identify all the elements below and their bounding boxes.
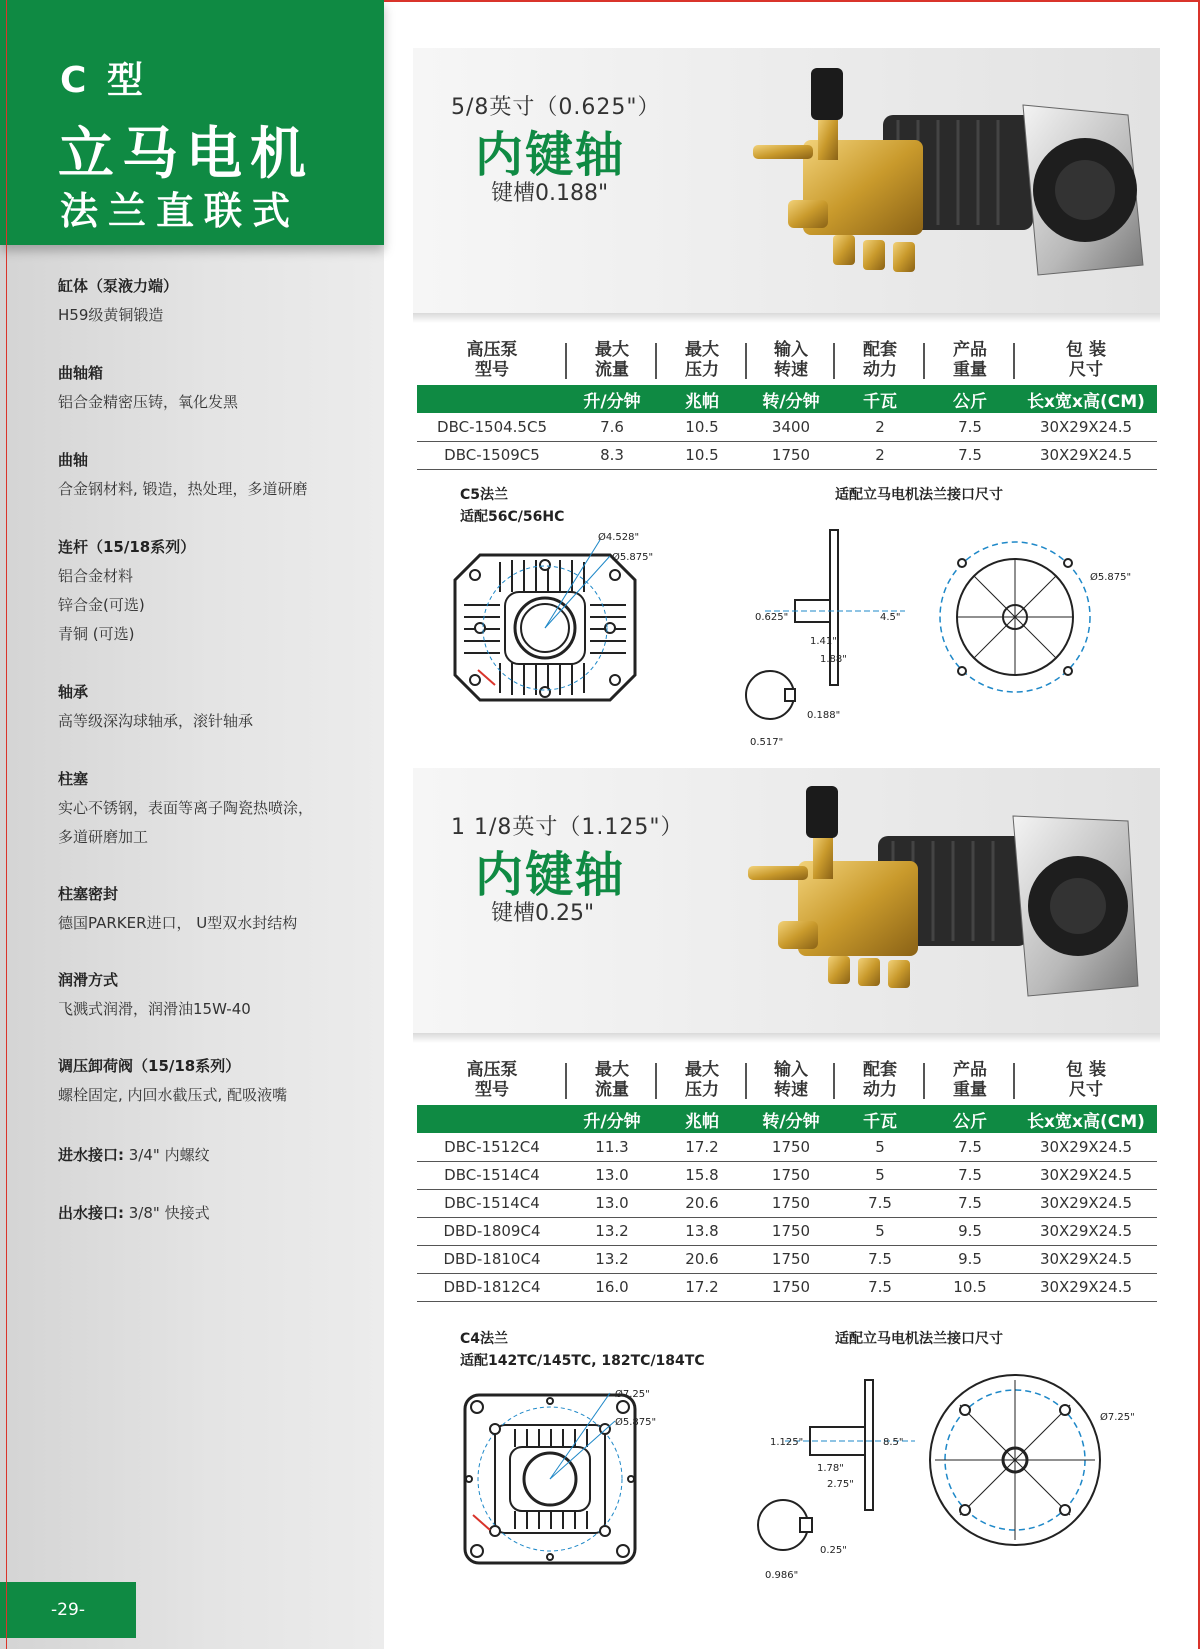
flange-fit: 适配142TC/145TC, 182TC/184TC xyxy=(460,1353,705,1369)
spec-line: 锌合金(可选) xyxy=(58,596,145,614)
table-row: DBD-1812C4 16.0 17.2 1750 7.5 10.5 30X29X24.5 xyxy=(417,1273,1157,1301)
dim-length-2: 2.75" xyxy=(827,1479,854,1490)
keyway-size: 键槽0.188" xyxy=(491,181,609,206)
inlet-value: 3/4" 内螺纹 xyxy=(124,1146,210,1164)
spec-line: 合金钢材料, 锻造，热处理，多道研磨 xyxy=(58,480,308,498)
spec-item xyxy=(58,533,378,649)
spec-title: 轴承 xyxy=(58,683,89,701)
dim-outer-diameter: Ø5.875" xyxy=(612,552,654,563)
header-weight: 产品 重量 xyxy=(925,335,1015,385)
outlet-spec xyxy=(58,1202,210,1223)
shaft-size: 1 1/8英寸（1.125"） xyxy=(451,815,684,840)
spec-title: 调压卸荷阀（15/18系列） xyxy=(58,1057,241,1075)
header-weight: 产品 重量 xyxy=(925,1055,1015,1105)
table-row: DBC-1512C4 11.3 17.2 1750 5 7.5 30X29X24.5 xyxy=(417,1133,1157,1161)
spec-table-1 xyxy=(417,335,1157,470)
header-rpm: 输入 转速 xyxy=(747,1055,835,1105)
pump-product-image xyxy=(733,60,1153,305)
spec-line: 高等级深沟球轴承，滚针轴承 xyxy=(58,712,254,730)
motor-flange-title: 适配立马电机法兰接口尺寸 xyxy=(835,1331,1003,1347)
spec-title: 缸体（泵液力端） xyxy=(58,277,179,295)
dim-bolt-circle: Ø5.875" xyxy=(1090,572,1132,583)
inlet-label: 进水接口: xyxy=(58,1146,124,1164)
spec-title: 柱塞密封 xyxy=(58,885,119,903)
outlet-value: 3/8" 快接式 xyxy=(124,1204,210,1222)
unit-row: 升/分钟 兆帕 转/分钟 千瓦 公斤 长x宽x高(CM) xyxy=(417,385,1157,413)
unit-row: 升/分钟 兆帕 转/分钟 千瓦 公斤 长x宽x高(CM) xyxy=(417,1105,1157,1133)
brand-banner xyxy=(0,0,384,245)
spec-line: 德国PARKER进口， U型双水封结构 xyxy=(58,914,298,932)
header-rpm: 输入 转速 xyxy=(747,335,835,385)
brand-title: 立马电机 xyxy=(58,122,314,187)
table-row: DBD-1810C4 13.2 20.6 1750 7.5 9.5 30X29X24.5 xyxy=(417,1245,1157,1273)
spec-title: 连杆（15/18系列） xyxy=(58,538,196,556)
hero-shadow xyxy=(413,313,1160,323)
header-flow: 最大 流量 xyxy=(567,1055,657,1105)
spec-title: 润滑方式 xyxy=(58,971,119,989)
motor-flange-title: 适配立马电机法兰接口尺寸 xyxy=(835,487,1003,503)
flange-fit: 适配56C/56HC xyxy=(460,509,565,525)
brand-subtitle: 法兰直联式 xyxy=(60,189,301,233)
table-row: DBD-1809C4 13.2 13.8 1750 5 9.5 30X29X24.5 xyxy=(417,1217,1157,1245)
shaft-diagram-c5 xyxy=(745,525,905,750)
spec-sidebar xyxy=(0,0,384,1649)
spec-line: 螺栓固定, 内回水截压式, 配吸液嘴 xyxy=(58,1086,288,1104)
spec-line: 多道研磨加工 xyxy=(58,828,149,846)
header-flow: 最大 流量 xyxy=(567,335,657,385)
header-package: 包 装 尺寸 xyxy=(1066,1060,1106,1100)
spec-item xyxy=(58,272,378,330)
spec-line: 实心不锈钢，表面等离子陶瓷热喷涂， xyxy=(58,799,314,817)
table-row: DBC-1509C5 8.3 10.5 1750 2 7.5 30X29X24.5 xyxy=(417,441,1157,469)
pump-product-image xyxy=(728,776,1148,1021)
table-row: DBC-1504.5C5 7.6 10.5 3400 2 7.5 30X29X24.5 xyxy=(417,413,1157,441)
header-pressure: 最大 压力 xyxy=(657,335,747,385)
dim-flange-height: 8.5" xyxy=(883,1437,904,1448)
dim-keyway: 0.188" xyxy=(807,710,841,721)
header-pressure: 最大 压力 xyxy=(657,1055,747,1105)
spec-title: 曲轴箱 xyxy=(58,364,104,382)
brand-type: C 型 xyxy=(60,60,147,101)
spec-title: 曲轴 xyxy=(58,451,89,469)
dim-outer-diameter: Ø5.875" xyxy=(615,1417,657,1428)
hero-shadow xyxy=(413,1033,1160,1043)
flange-diagram-c5 xyxy=(450,530,680,710)
flange-diagram-c4 xyxy=(455,1385,685,1570)
table-row: DBC-1514C4 13.0 20.6 1750 7.5 7.5 30X29X24.5 xyxy=(417,1189,1157,1217)
dim-shaft-diameter: 0.625" xyxy=(755,612,789,623)
header-power: 配套 动力 xyxy=(835,1055,925,1105)
spec-title: 柱塞 xyxy=(58,770,89,788)
dim-keyway: 0.25" xyxy=(820,1545,847,1556)
spec-line: H59级黄铜锻造 xyxy=(58,306,164,324)
dim-inner-diameter: Ø4.528" xyxy=(598,532,640,543)
spec-item xyxy=(58,880,378,938)
spec-line: 铝合金材料 xyxy=(58,567,134,585)
product-hero-2 xyxy=(413,768,1160,1033)
header-model: 高压泵 型号 xyxy=(417,1055,567,1105)
motor-flange-diagram-c4 xyxy=(925,1368,1145,1558)
dim-length-1: 1.41" xyxy=(810,636,837,647)
dim-key-width: 0.986" xyxy=(765,1570,799,1581)
spec-item xyxy=(58,966,378,1024)
spec-item xyxy=(58,446,378,504)
spec-table-2 xyxy=(417,1055,1157,1302)
page-number: -29- xyxy=(0,1582,136,1638)
flange-title: C4法兰 xyxy=(460,1331,509,1347)
dim-flange-height: 4.5" xyxy=(880,612,901,623)
dim-length-1: 1.78" xyxy=(817,1463,844,1474)
dim-key-width: 0.517" xyxy=(750,737,784,748)
motor-flange-diagram-c5 xyxy=(920,525,1140,715)
shaft-size: 5/8英寸（0.625"） xyxy=(451,95,661,120)
spec-item xyxy=(58,359,378,417)
dim-length-2: 1.88" xyxy=(820,654,847,665)
spec-line: 飞溅式润滑，润滑油15W-40 xyxy=(58,1000,251,1018)
shaft-diagram-c4 xyxy=(755,1375,915,1585)
spec-line: 铝合金精密压铸，氧化发黑 xyxy=(58,393,239,411)
spec-item xyxy=(58,678,378,736)
dim-inner-diameter: Ø7.25" xyxy=(615,1389,650,1400)
flange-title: C5法兰 xyxy=(460,487,509,503)
shaft-type: 内键轴 xyxy=(475,127,626,183)
header-power: 配套 动力 xyxy=(835,335,925,385)
keyway-size: 键槽0.25" xyxy=(491,901,595,926)
spec-line: 青铜 (可选) xyxy=(58,625,135,643)
dim-bolt-circle: Ø7.25" xyxy=(1100,1412,1135,1423)
shaft-type: 内键轴 xyxy=(475,847,626,903)
inlet-spec xyxy=(58,1144,210,1165)
header-model: 高压泵 型号 xyxy=(417,335,567,385)
dim-shaft-diameter: 1.125" xyxy=(770,1437,804,1448)
page-border-left xyxy=(6,0,7,1649)
product-hero-1 xyxy=(413,48,1160,313)
table-row: DBC-1514C4 13.0 15.8 1750 5 7.5 30X29X24.5 xyxy=(417,1161,1157,1189)
outlet-label: 出水接口: xyxy=(58,1204,124,1222)
header-package: 包 装 尺寸 xyxy=(1066,340,1106,380)
spec-item xyxy=(58,765,378,852)
spec-item xyxy=(58,1052,378,1110)
